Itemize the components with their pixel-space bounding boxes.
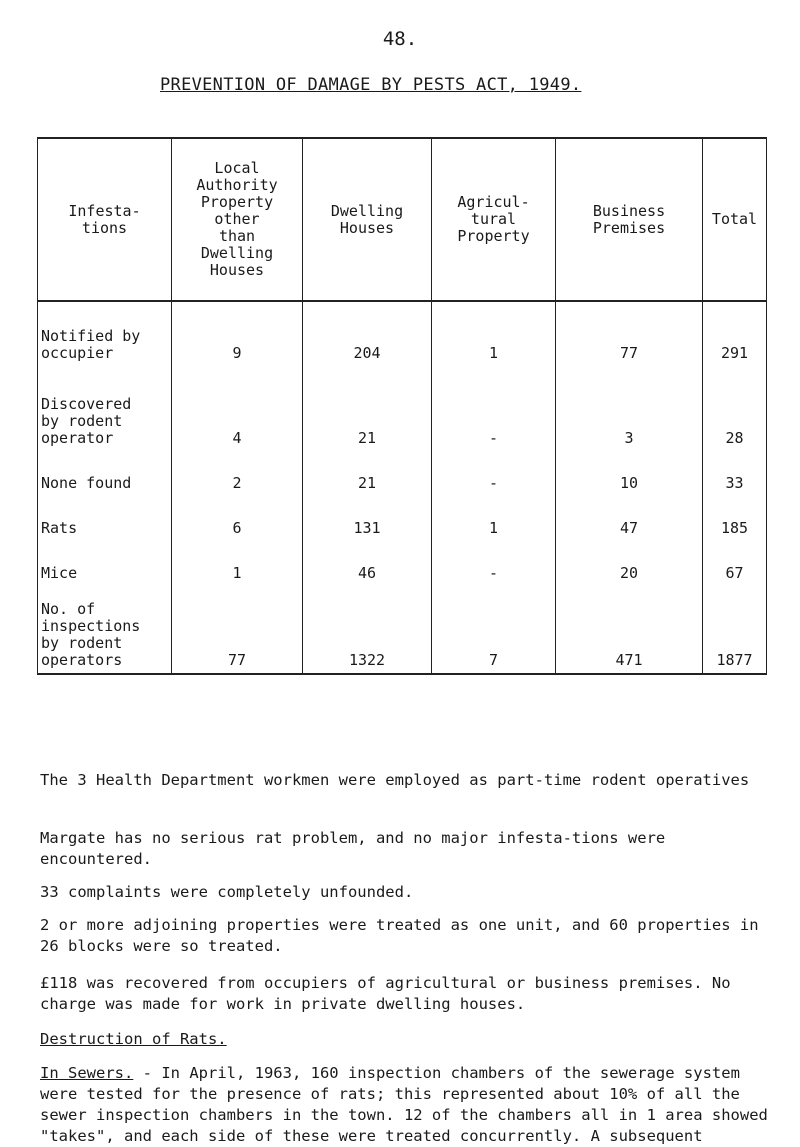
paragraph-workmen: The 3 Health Department workmen were employed as part-time rodent operatives xyxy=(40,771,750,789)
header-total: Total xyxy=(703,138,767,301)
row-label: None found xyxy=(38,451,172,496)
table-row xyxy=(38,541,767,586)
cell-total: 28 xyxy=(703,366,767,451)
table-row xyxy=(38,496,767,541)
document-title: PREVENTION OF DAMAGE BY PESTS ACT, 1949. xyxy=(160,75,582,95)
cell-dwelling-houses: 21 xyxy=(303,451,432,496)
cell-business-premises: 471 xyxy=(556,586,703,674)
cell-dwelling-houses: 204 xyxy=(303,301,432,366)
header-business-premises: Business Premises xyxy=(556,138,703,301)
sewers-text: - In April, 1963, 160 inspection chambers of the sewerage system were tested for the presence of rats; this represented about 10% of all the sewer inspection chambers in the town. 12 of the chambers all in 1 area showed "takes", and each side of these were treated concurrently. A subsequent xyxy=(40,1064,768,1145)
cell-agricultural: - xyxy=(432,541,556,586)
header-dwelling-houses: Dwelling Houses xyxy=(303,138,432,301)
paragraph-recovered-charges: £118 was recovered from occupiers of agricultural or business premises. No charge was made for work in private dwelling houses. xyxy=(40,974,731,1013)
header-infestations: Infesta- tions xyxy=(38,138,172,301)
cell-business-premises: 10 xyxy=(556,451,703,496)
cell-agricultural: - xyxy=(432,451,556,496)
page-number: 48. xyxy=(382,28,418,50)
cell-business-premises: 47 xyxy=(556,496,703,541)
cell-local-authority: 4 xyxy=(172,366,303,451)
paragraph-rat-problem: Margate has no serious rat problem, and no major infesta-tions were encountered. xyxy=(40,829,666,868)
row-label: Discovered by rodent operator xyxy=(38,366,172,451)
paragraph-adjoining-properties: 2 or more adjoining properties were treated as one unit, and 60 properties in 26 blocks were so treated. xyxy=(40,916,759,955)
cell-local-authority: 2 xyxy=(172,451,303,496)
cell-local-authority: 9 xyxy=(172,301,303,366)
row-label: Rats xyxy=(38,496,172,541)
cell-total: 291 xyxy=(703,301,767,366)
table-row xyxy=(38,301,767,366)
cell-business-premises: 20 xyxy=(556,541,703,586)
paragraph-sewers xyxy=(40,1063,775,1147)
cell-business-premises: 3 xyxy=(556,366,703,451)
infestations-table xyxy=(37,137,767,675)
row-label: Mice xyxy=(38,541,172,586)
cell-local-authority: 6 xyxy=(172,496,303,541)
cell-local-authority: 1 xyxy=(172,541,303,586)
header-local-authority: Local Authority Property other than Dwelling Houses xyxy=(172,138,303,301)
cell-total: 33 xyxy=(703,451,767,496)
cell-agricultural: - xyxy=(432,366,556,451)
cell-local-authority: 77 xyxy=(172,586,303,674)
cell-dwelling-houses: 131 xyxy=(303,496,432,541)
table-row xyxy=(38,586,767,674)
sewers-lead: In Sewers. xyxy=(40,1064,134,1082)
cell-agricultural: 1 xyxy=(432,496,556,541)
table-row xyxy=(38,451,767,496)
cell-agricultural: 1 xyxy=(432,301,556,366)
row-label: Notified by occupier xyxy=(38,301,172,366)
cell-dwelling-houses: 21 xyxy=(303,366,432,451)
cell-agricultural: 7 xyxy=(432,586,556,674)
cell-total: 67 xyxy=(703,541,767,586)
header-agricultural: Agricul- tural Property xyxy=(432,138,556,301)
table-row xyxy=(38,366,767,451)
table-header-row xyxy=(38,138,767,301)
cell-dwelling-houses: 1322 xyxy=(303,586,432,674)
paragraph-complaints: 33 complaints were completely unfounded. xyxy=(40,883,414,901)
section-heading: Destruction of Rats. xyxy=(40,1030,227,1048)
cell-dwelling-houses: 46 xyxy=(303,541,432,586)
cell-total: 1877 xyxy=(703,586,767,674)
cell-business-premises: 77 xyxy=(556,301,703,366)
cell-total: 185 xyxy=(703,496,767,541)
row-label: No. of inspections by rodent operators xyxy=(38,586,172,674)
